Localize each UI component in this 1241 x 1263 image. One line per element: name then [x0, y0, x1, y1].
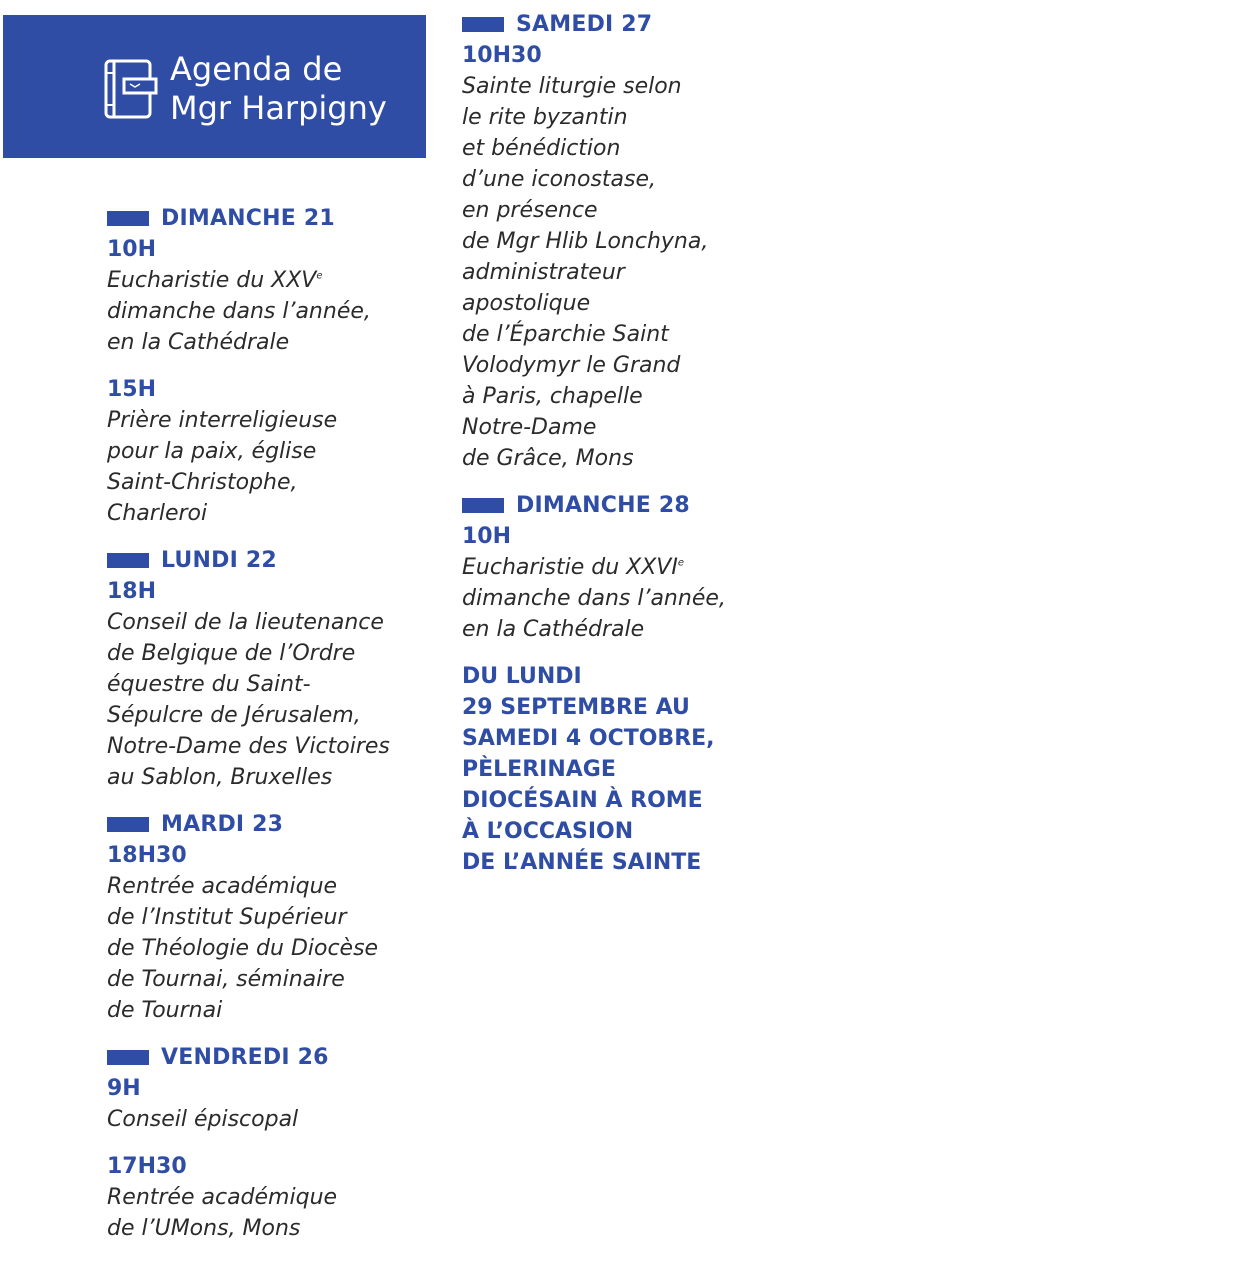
desc-line: Volodymyr le Grand [462, 353, 681, 378]
notice-line: DIOCÉSAIN À ROME [462, 788, 703, 813]
day-marker-bar [107, 817, 149, 832]
desc-line: de l’UMons, Mons [107, 1216, 301, 1241]
notice-line: 29 SEPTEMBRE AU [462, 695, 690, 720]
event-time: 18H30 [107, 843, 187, 868]
desc-line: équestre du Saint- [107, 672, 311, 697]
page-title [170, 50, 387, 128]
day-heading [462, 490, 802, 521]
desc-text: Eucharistie du XXVI [462, 555, 678, 580]
event-description [107, 265, 447, 358]
ordinal-suffix: e [316, 270, 323, 282]
event-description [462, 552, 802, 645]
desc-line: pour la paix, église [107, 439, 317, 464]
day-heading [107, 809, 447, 840]
desc-line: de l’Institut Supérieur [107, 905, 347, 930]
day-label: MARDI 23 [161, 812, 284, 837]
event-time: 10H [462, 524, 512, 549]
event-time: 10H [107, 237, 157, 262]
day-label: SAMEDI 27 [516, 12, 653, 37]
desc-line: administrateur [462, 260, 625, 285]
spacer [107, 529, 447, 545]
desc-line: en la Cathédrale [462, 617, 645, 642]
notice-line: À L’OCCASION [462, 819, 634, 844]
day-marker-bar [107, 211, 149, 226]
event-description [107, 1104, 447, 1135]
spacer [462, 474, 802, 490]
desc-line: le rite byzantin [462, 105, 628, 130]
event-description [107, 607, 447, 793]
desc-line [107, 265, 447, 296]
event-description [107, 405, 447, 529]
notice-line: DE L’ANNÉE SAINTE [462, 850, 702, 875]
event-description [462, 71, 802, 474]
day-marker-bar [107, 1050, 149, 1065]
day-marker-bar [107, 553, 149, 568]
desc-line: Charleroi [107, 501, 208, 526]
day-label: LUNDI 22 [161, 548, 277, 573]
day-label: VENDREDI 26 [161, 1045, 329, 1070]
desc-line: dimanche dans l’année, [462, 586, 726, 611]
event-description [107, 871, 447, 1026]
desc-line: Notre-Dame [462, 415, 597, 440]
desc-line: de l’Éparchie Saint [462, 322, 669, 347]
pilgrimage-notice [462, 661, 802, 878]
desc-text: Eucharistie du XXV [107, 268, 317, 293]
desc-line: Sainte liturgie selon [462, 74, 682, 99]
spacer [462, 645, 802, 661]
desc-line: de Grâce, Mons [462, 446, 634, 471]
day-label: DIMANCHE 28 [516, 493, 690, 518]
right-column [462, 9, 802, 878]
spacer [107, 358, 447, 374]
desc-line: apostolique [462, 291, 591, 316]
ordinal-suffix: e [677, 557, 684, 569]
day-heading [107, 1042, 447, 1073]
desc-line: de Théologie du Diocèse [107, 936, 379, 961]
desc-line: à Paris, chapelle [462, 384, 643, 409]
desc-line: d’une iconostase, [462, 167, 657, 192]
event-description [107, 1182, 447, 1244]
event-time: 15H [107, 377, 157, 402]
desc-line: en présence [462, 198, 598, 223]
spacer [107, 1135, 447, 1151]
notice-line: SAMEDI 4 OCTOBRE, [462, 726, 715, 751]
agenda-book-icon [104, 59, 158, 119]
spacer [107, 793, 447, 809]
left-column [107, 203, 447, 1244]
desc-line: Prière interreligieuse [107, 408, 338, 433]
desc-line: Sépulcre de Jérusalem, [107, 703, 361, 728]
desc-line: de Belgique de l’Ordre [107, 641, 356, 666]
desc-line: Rentrée académique [107, 1185, 338, 1210]
desc-line: Notre-Dame des Victoires [107, 734, 390, 759]
day-heading [107, 545, 447, 576]
event-time: 18H [107, 579, 157, 604]
event-time: 17H30 [107, 1154, 187, 1179]
day-heading [462, 9, 802, 40]
desc-line [462, 552, 802, 583]
title-line-2: Mgr Harpigny [170, 89, 387, 127]
event-time: 9H [107, 1076, 141, 1101]
desc-line: au Sablon, Bruxelles [107, 765, 333, 790]
desc-line: en la Cathédrale [107, 330, 290, 355]
title-line-1: Agenda de [170, 50, 343, 88]
day-heading [107, 203, 447, 234]
desc-line: de Tournai [107, 998, 223, 1023]
desc-line: Rentrée académique [107, 874, 338, 899]
notice-line: PÈLERINAGE [462, 757, 616, 782]
notice-line: DU LUNDI [462, 664, 582, 689]
desc-line: Conseil de la lieutenance [107, 610, 384, 635]
day-marker-bar [462, 17, 504, 32]
day-marker-bar [462, 498, 504, 513]
desc-line: Saint-Christophe, [107, 470, 298, 495]
desc-line: et bénédiction [462, 136, 621, 161]
desc-line: dimanche dans l’année, [107, 299, 371, 324]
spacer [107, 1026, 447, 1042]
desc-line: Conseil épiscopal [107, 1107, 299, 1132]
desc-line: de Mgr Hlib Lonchyna, [462, 229, 709, 254]
desc-line: de Tournai, séminaire [107, 967, 345, 992]
day-label: DIMANCHE 21 [161, 206, 335, 231]
event-time: 10H30 [462, 43, 542, 68]
